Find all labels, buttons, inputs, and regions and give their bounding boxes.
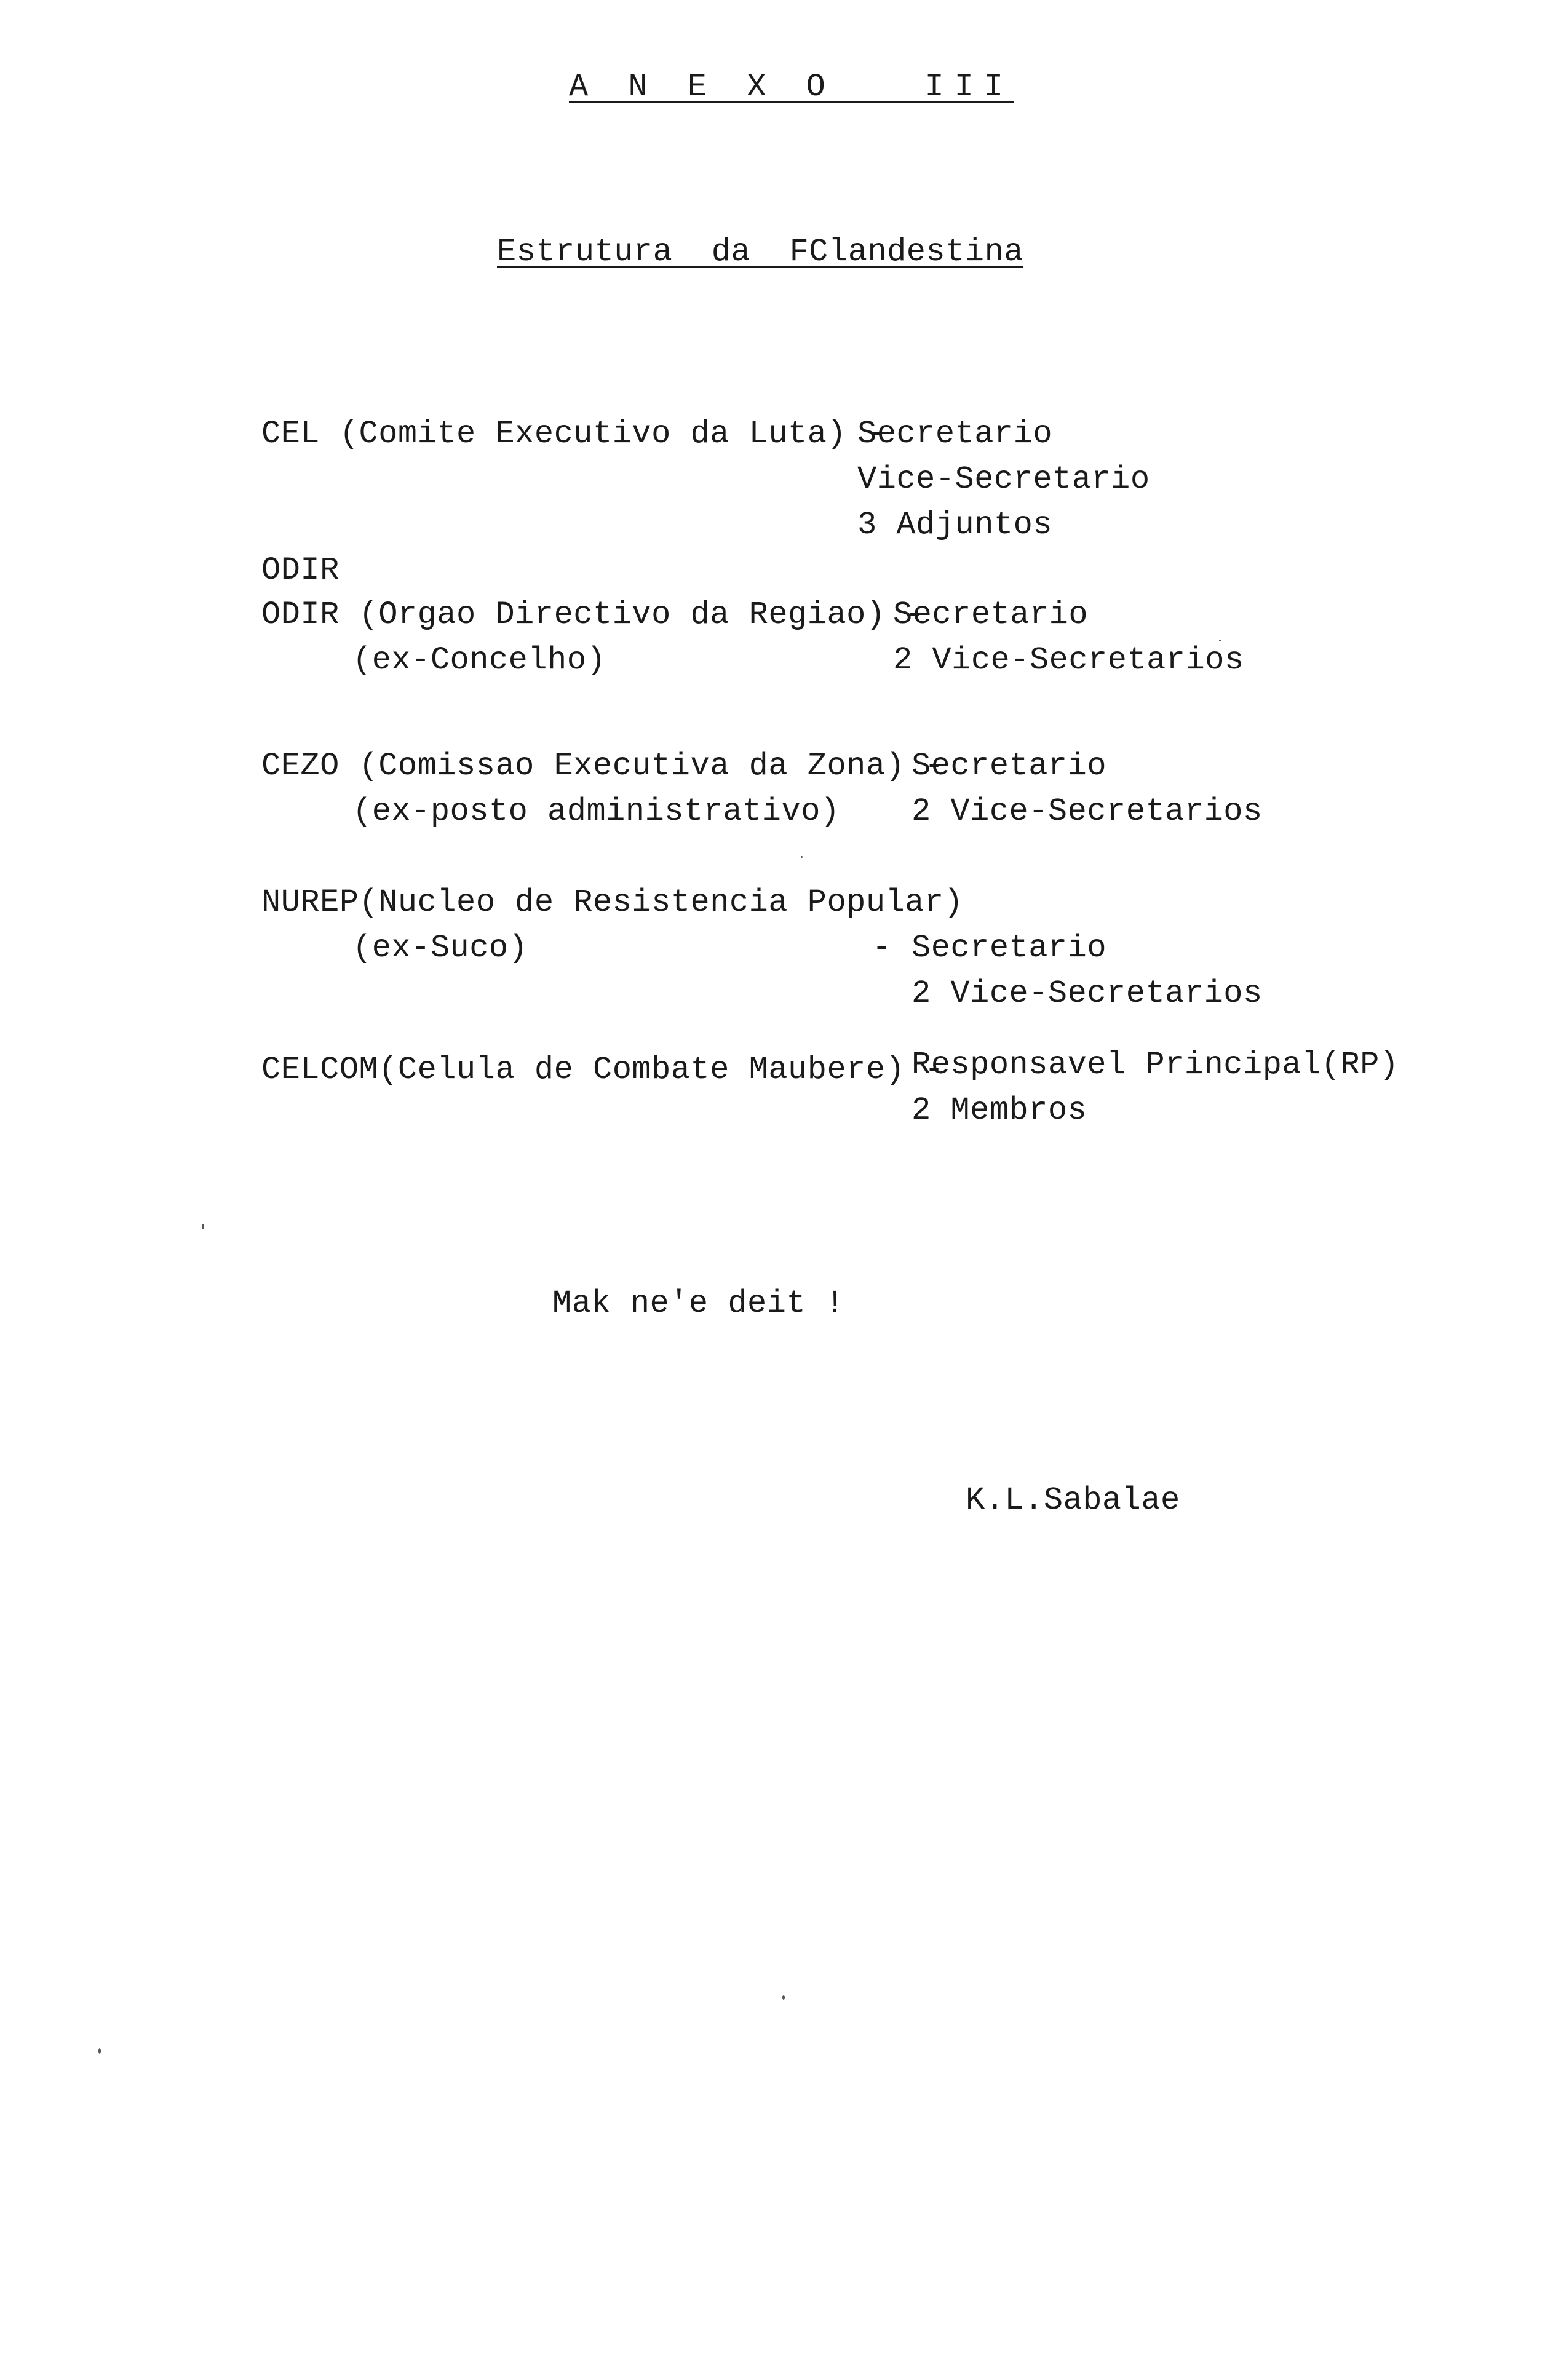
scan-speck [98, 2048, 101, 2054]
cezo-former-name: (ex-posto administrativo) [352, 793, 840, 830]
closing-remark: Mak ne'e deit ! [552, 1285, 845, 1322]
cezo-role-2: 2 Vice-Secretarios [912, 793, 1263, 830]
cel-label: CEL (Comite Executivo da Luta) - [261, 416, 886, 452]
cel-role-1: Secretario [857, 416, 1053, 452]
odir-role-1: Secretario [893, 597, 1089, 633]
scan-speck [202, 1224, 204, 1229]
nurep-label: NUREP(Nucleo de Resistencia Popular) [261, 884, 964, 921]
nurep-role-1: Secretario [912, 930, 1107, 966]
cel-role-3: 3 Adjuntos [857, 507, 1053, 543]
celcom-role-1: Responsavel Principal(RP) [912, 1047, 1399, 1083]
odir-role-2: 2 Vice-Secretarios [893, 642, 1244, 678]
scan-speck [782, 1995, 785, 2000]
scan-speck [801, 856, 803, 858]
document-title: Estrutura da FClandestina [497, 234, 1024, 270]
odir-heading: ODIR [261, 552, 340, 589]
odir-former-name: (ex-Concelho) [352, 642, 606, 678]
nurep-role-2: 2 Vice-Secretarios [912, 975, 1263, 1012]
signature: K.L.Sabalae [966, 1482, 1180, 1518]
cel-role-2: Vice-Secretario [857, 461, 1150, 498]
nurep-former-name: (ex-Suco) [352, 930, 528, 966]
scan-speck [1219, 640, 1221, 641]
odir-label: ODIR (Orgao Directivo da Regiao) - [261, 597, 924, 633]
celcom-role-2: 2 Membros [912, 1092, 1087, 1129]
annex-heading: A N E X O III [569, 69, 1014, 105]
nurep-dash: - [872, 930, 892, 966]
celcom-label: CELCOM(Celula de Combate Maubere) - [261, 1052, 944, 1088]
cezo-role-1: Secretario [912, 748, 1107, 784]
cezo-label: CEZO (Comissao Executiva da Zona) - [261, 748, 944, 784]
